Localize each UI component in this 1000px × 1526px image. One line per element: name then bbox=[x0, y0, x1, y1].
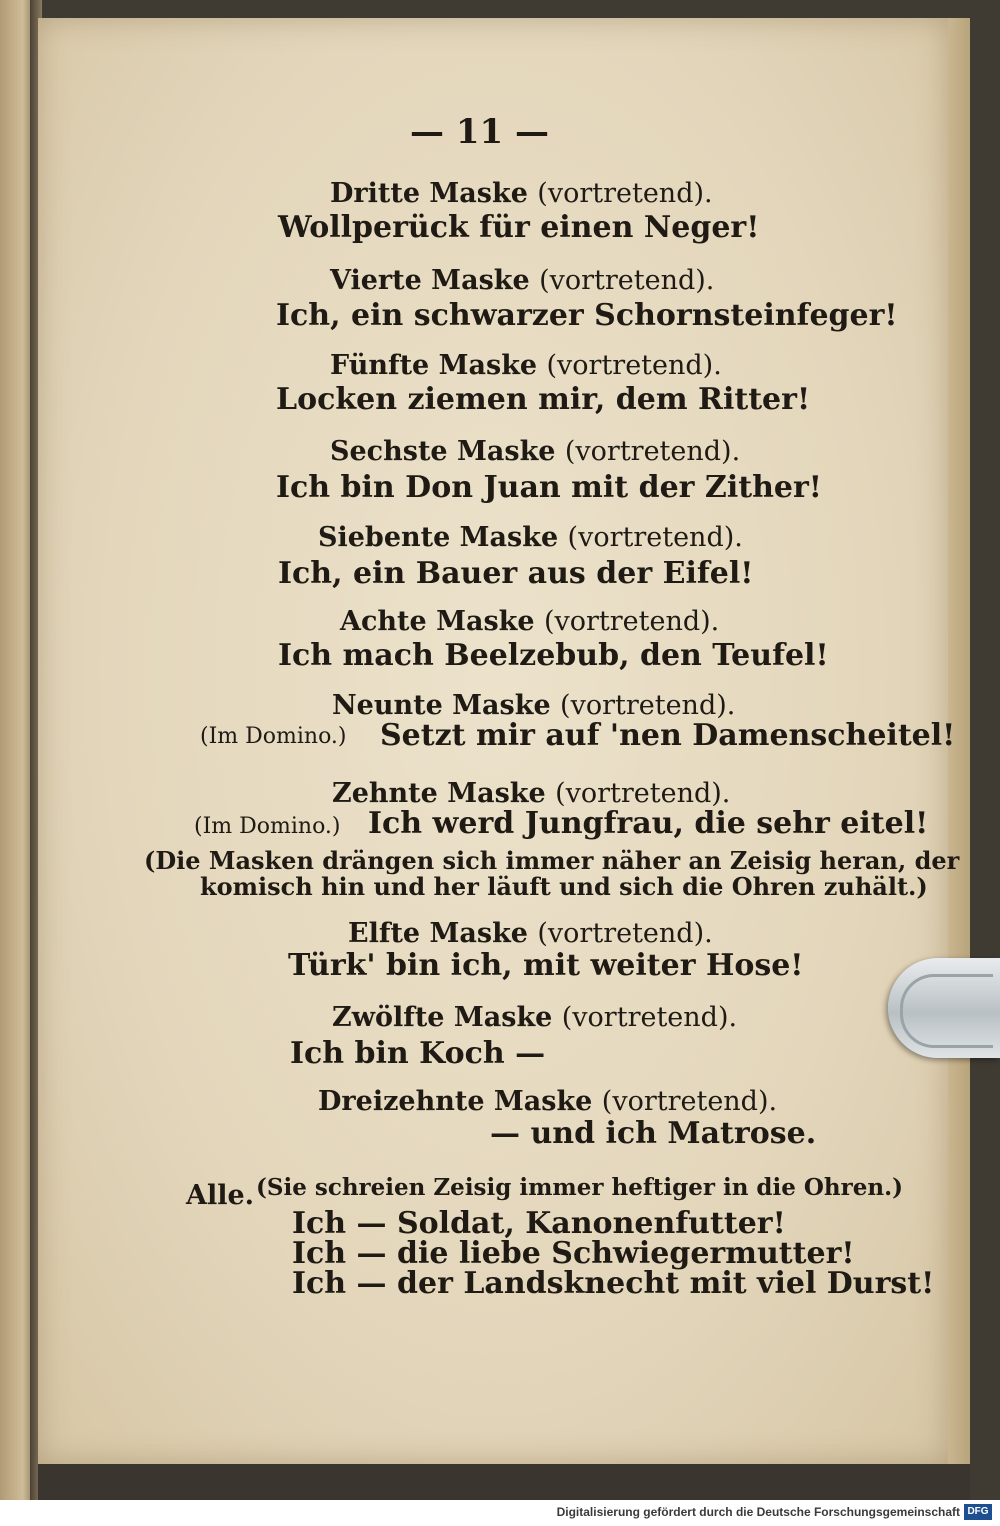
verse-line: Ich werd Jungfrau, die sehr eitel! bbox=[368, 806, 929, 841]
speaker-name: Zehnte Maske bbox=[332, 778, 546, 809]
verse-line: Ich — Soldat, Kanonenfutter! bbox=[292, 1206, 786, 1241]
scan-bottom-margin bbox=[38, 1464, 970, 1500]
verse-line: Ich — der Landsknecht mit viel Durst! bbox=[292, 1266, 935, 1301]
funding-credit: Digitalisierung gefördert durch die Deutsche Forschungsgemeinschaft bbox=[556, 1505, 960, 1519]
stage-direction-line: komisch hin und her läuft und sich die Ohren zuhält.) bbox=[200, 872, 928, 901]
aside-direction: (Im Domino.) bbox=[200, 724, 347, 749]
speaker-name: Dreizehnte Maske bbox=[318, 1086, 593, 1117]
aside-direction: (Im Domino.) bbox=[194, 814, 341, 839]
stage-direction: (Sie schreien Zeisig immer heftiger in die Ohren.) bbox=[256, 1174, 903, 1201]
speaker-name: Sechste Maske bbox=[330, 436, 556, 467]
speaker-name: Vierte Maske bbox=[330, 265, 530, 296]
verse-line: Ich, ein Bauer aus der Eifel! bbox=[278, 556, 754, 591]
verse-line: Ich bin Don Juan mit der Zither! bbox=[276, 470, 822, 505]
stage-direction: (vortretend). bbox=[546, 350, 722, 381]
speaker-name: Siebente Maske bbox=[318, 522, 559, 553]
stage-direction: (vortretend). bbox=[564, 436, 741, 467]
digitization-footer bbox=[0, 1500, 1000, 1526]
stage-direction: (vortretend). bbox=[555, 778, 731, 809]
speaker-name: Zwölfte Maske bbox=[332, 1002, 553, 1033]
speaker-name: Elfte Maske bbox=[348, 918, 528, 949]
page-number: — 11 — bbox=[410, 112, 549, 152]
verse-line: Ich bin Koch — bbox=[290, 1036, 546, 1071]
speaker-name: Dritte Maske bbox=[330, 178, 528, 209]
speaker-heading bbox=[330, 436, 740, 467]
stage-direction: (vortretend). bbox=[539, 265, 715, 296]
verse-line: Ich, ein schwarzer Schornsteinfeger! bbox=[276, 298, 898, 333]
stage-direction: (vortretend). bbox=[567, 522, 743, 553]
speaker-heading bbox=[340, 606, 719, 637]
speaker-heading bbox=[332, 690, 735, 721]
speaker-heading bbox=[332, 778, 730, 809]
stage-direction-line: (Die Masken drängen sich immer näher an Zeisig heran, der bbox=[144, 846, 960, 875]
verse-line: Wollperück für einen Neger! bbox=[278, 210, 760, 245]
stage-direction: (vortretend). bbox=[543, 606, 720, 637]
stage-direction: (vortretend). bbox=[561, 1002, 738, 1033]
speaker-name: Alle. bbox=[186, 1180, 255, 1211]
verse-line: Locken ziemen mir, dem Ritter! bbox=[276, 382, 811, 417]
speaker-name: Achte Maske bbox=[340, 606, 535, 637]
dfg-logo: DFG bbox=[964, 1504, 992, 1520]
speaker-heading bbox=[330, 178, 713, 209]
verse-line: Setzt mir auf 'nen Damenscheitel! bbox=[380, 718, 956, 753]
speaker-heading bbox=[330, 350, 722, 381]
speaker-name: Fünfte Maske bbox=[330, 350, 538, 381]
stage-direction: (vortretend). bbox=[560, 690, 736, 721]
verse-line: Türk' bin ich, mit weiter Hose! bbox=[288, 948, 804, 983]
page-clip-icon bbox=[888, 958, 1000, 1058]
speaker-name: Neunte Maske bbox=[332, 690, 551, 721]
stage-direction: (vortretend). bbox=[537, 178, 713, 209]
verse-line: — und ich Matrose. bbox=[490, 1116, 817, 1151]
verse-line: Ich — die liebe Schwiegermutter! bbox=[292, 1236, 855, 1271]
stage-direction: (vortretend). bbox=[601, 1086, 778, 1117]
speaker-heading bbox=[330, 265, 714, 296]
speaker-heading bbox=[318, 1086, 777, 1117]
verse-line: Ich mach Beelzebub, den Teufel! bbox=[278, 638, 829, 673]
speaker-heading bbox=[318, 522, 743, 553]
speaker-heading bbox=[332, 1002, 737, 1033]
speaker-heading bbox=[348, 918, 713, 949]
stage-direction: (vortretend). bbox=[537, 918, 713, 949]
